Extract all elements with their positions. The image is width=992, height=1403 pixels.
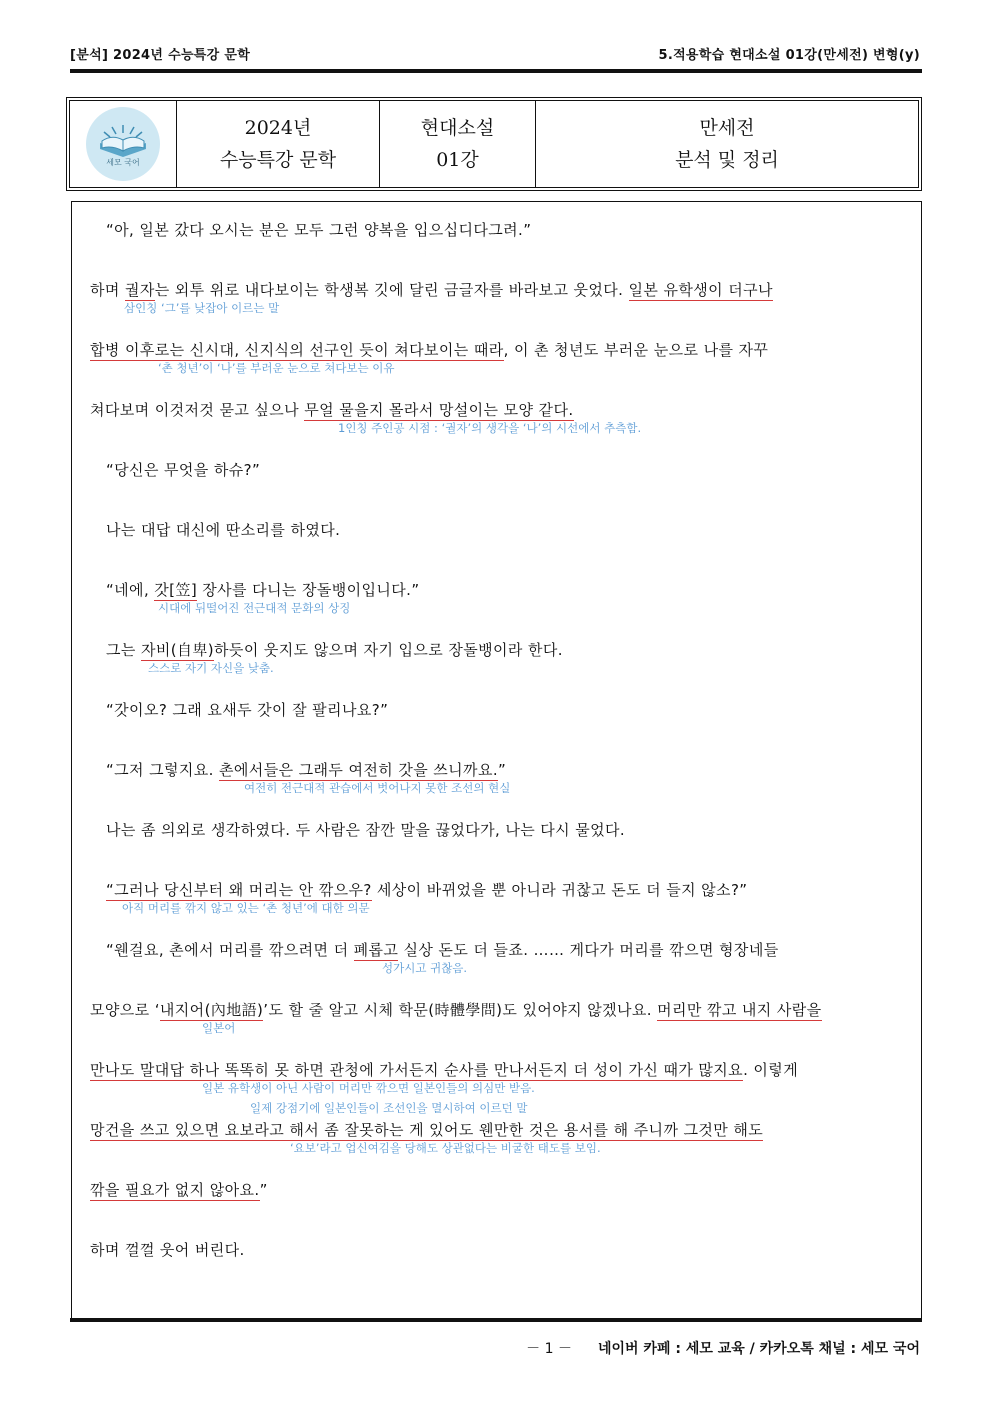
text-line: “웬걸요, 촌에서 머리를 깎으려면 더 폐롭고 실상 돈도 더 들죠. …… 게다가 머리를 깎으면 형장네들 — [106, 941, 779, 959]
footer-divider — [70, 1318, 922, 1322]
logo-text: 세모 국어 — [106, 158, 140, 167]
title-work: 만세전 — [699, 117, 755, 139]
annotation: 시대에 뒤떨어진 전근대적 문화의 상징 — [158, 601, 351, 615]
title-cell-work — [536, 101, 918, 187]
text-line: 하며 껄껄 웃어 버린다. — [90, 1241, 245, 1259]
text-line: 합병 이후로는 신시대, 신지식의 선구인 듯이 쳐다보이는 때라, 이 촌 청년도 부러운 눈으로 나를 자꾸 — [90, 341, 769, 359]
text-line: “아, 일본 갔다 오시는 분은 모두 그런 양복을 입으십디다그려.” — [106, 221, 532, 239]
text-line: 만나도 말대답 하나 똑똑히 못 하면 관청에 가서든지 순사를 만나서든지 더 성이 가신 때가 많지요. 이렇게 — [90, 1061, 799, 1079]
logo — [86, 107, 160, 181]
open-book-icon — [86, 107, 160, 181]
title-subtitle: 분석 및 정리 — [675, 149, 779, 171]
text-line: 깎을 필요가 없지 않아요.” — [90, 1181, 268, 1199]
annotation: 삼인칭 ‘그’를 낮잡아 이르는 말 — [124, 301, 280, 315]
header-left: [분석] 2024년 수능특강 문학 — [70, 48, 251, 63]
page-number: － 1 － — [526, 1341, 572, 1357]
text-line: 쳐다보며 이것저것 묻고 싶으나 무얼 물을지 몰라서 망설이는 모양 같다. — [90, 401, 574, 419]
annotation: 일본 유학생이 아닌 사람이 머리만 깎으면 일본인들의 의심만 받음. — [202, 1081, 535, 1095]
annotation: 1인칭 주인공 시점 : ‘궐자’의 생각을 ‘나’의 시선에서 추측함. — [338, 421, 642, 435]
annotation: 일제 강점기에 일본인들이 조선인을 멸시하여 이르던 말 — [250, 1101, 528, 1115]
annotation: 성가시고 귀찮음. — [382, 961, 468, 975]
text-line: 그는 자비(自卑)하듯이 웃지도 않으며 자기 입으로 장돌뱅이라 한다. — [106, 641, 563, 659]
text-line: “갓이오? 그래 요새두 갓이 잘 팔리나요?” — [106, 701, 389, 719]
text-line: 망건을 쓰고 있으면 요보라고 해서 좀 잘못하는 게 있어도 웬만한 것은 용서를 해 주니까 그것만 해도 — [90, 1121, 764, 1139]
title-unit: 01강 — [436, 149, 479, 171]
annotation: 여전히 전근대적 관습에서 벗어나지 못한 조선의 현실 — [244, 781, 511, 795]
text-line: “그저 그렇지요. 촌에서들은 그래두 여전히 갓을 쓰니까요.” — [106, 761, 507, 779]
annotation: 스스로 자기 자신을 낮춤. — [148, 661, 274, 675]
title-cell-year — [177, 101, 380, 187]
text-line: 나는 좀 의외로 생각하였다. 두 사람은 잠깐 말을 끊었다가, 나는 다시 물었다. — [106, 821, 626, 839]
passage-box — [71, 201, 922, 1322]
header-divider — [70, 69, 922, 73]
title-genre: 현대소설 — [420, 117, 495, 139]
title-year: 2024년 — [244, 117, 312, 139]
footer — [526, 1338, 920, 1358]
annotation: 아직 머리를 깎지 않고 있는 ‘촌 청년’에 대한 의문 — [122, 901, 370, 915]
annotation: 일본어 — [202, 1021, 236, 1035]
annotation: ‘촌 청년’이 ‘나’를 부러운 눈으로 쳐다보는 이유 — [158, 361, 395, 375]
text-line: 하며 궐자는 외투 위로 내다보이는 학생복 깃에 달린 금글자를 바라보고 웃었다. 일본 유학생이 더구나 — [90, 281, 773, 299]
text-line: 나는 대답 대신에 딴소리를 하였다. — [106, 521, 341, 539]
text-line: “그러나 당신부터 왜 머리는 안 깎으우? 세상이 바뀌었을 뿐 아니라 귀찮고 돈도 더 들지 않소?” — [106, 881, 748, 899]
annotation: ‘요보’라고 업신여김을 당해도 상관없다는 비굴한 태도를 보임. — [290, 1141, 601, 1155]
text-line: “당신은 무엇을 하슈?” — [106, 461, 261, 479]
footer-text: 네이버 카페 : 세모 교육 / 카카오톡 채널 : 세모 국어 — [597, 1341, 920, 1357]
title-book: 수능특강 문학 — [219, 149, 337, 171]
text-line: “네에, 갓[笠] 장사를 다니는 장돌뱅이입니다.” — [106, 581, 420, 599]
logo-cell — [70, 101, 177, 187]
text-line: 모양으로 ‘내지어(內地語)’도 할 줄 알고 시체 학문(時體學問)도 있어야지 않겠나요. 머리만 깎고 내지 사람을 — [90, 1001, 822, 1019]
header-right: 5.적용학습 현대소설 01강(만세전) 변형(y) — [658, 48, 920, 63]
title-cell-unit — [380, 101, 536, 187]
title-table — [69, 100, 919, 188]
